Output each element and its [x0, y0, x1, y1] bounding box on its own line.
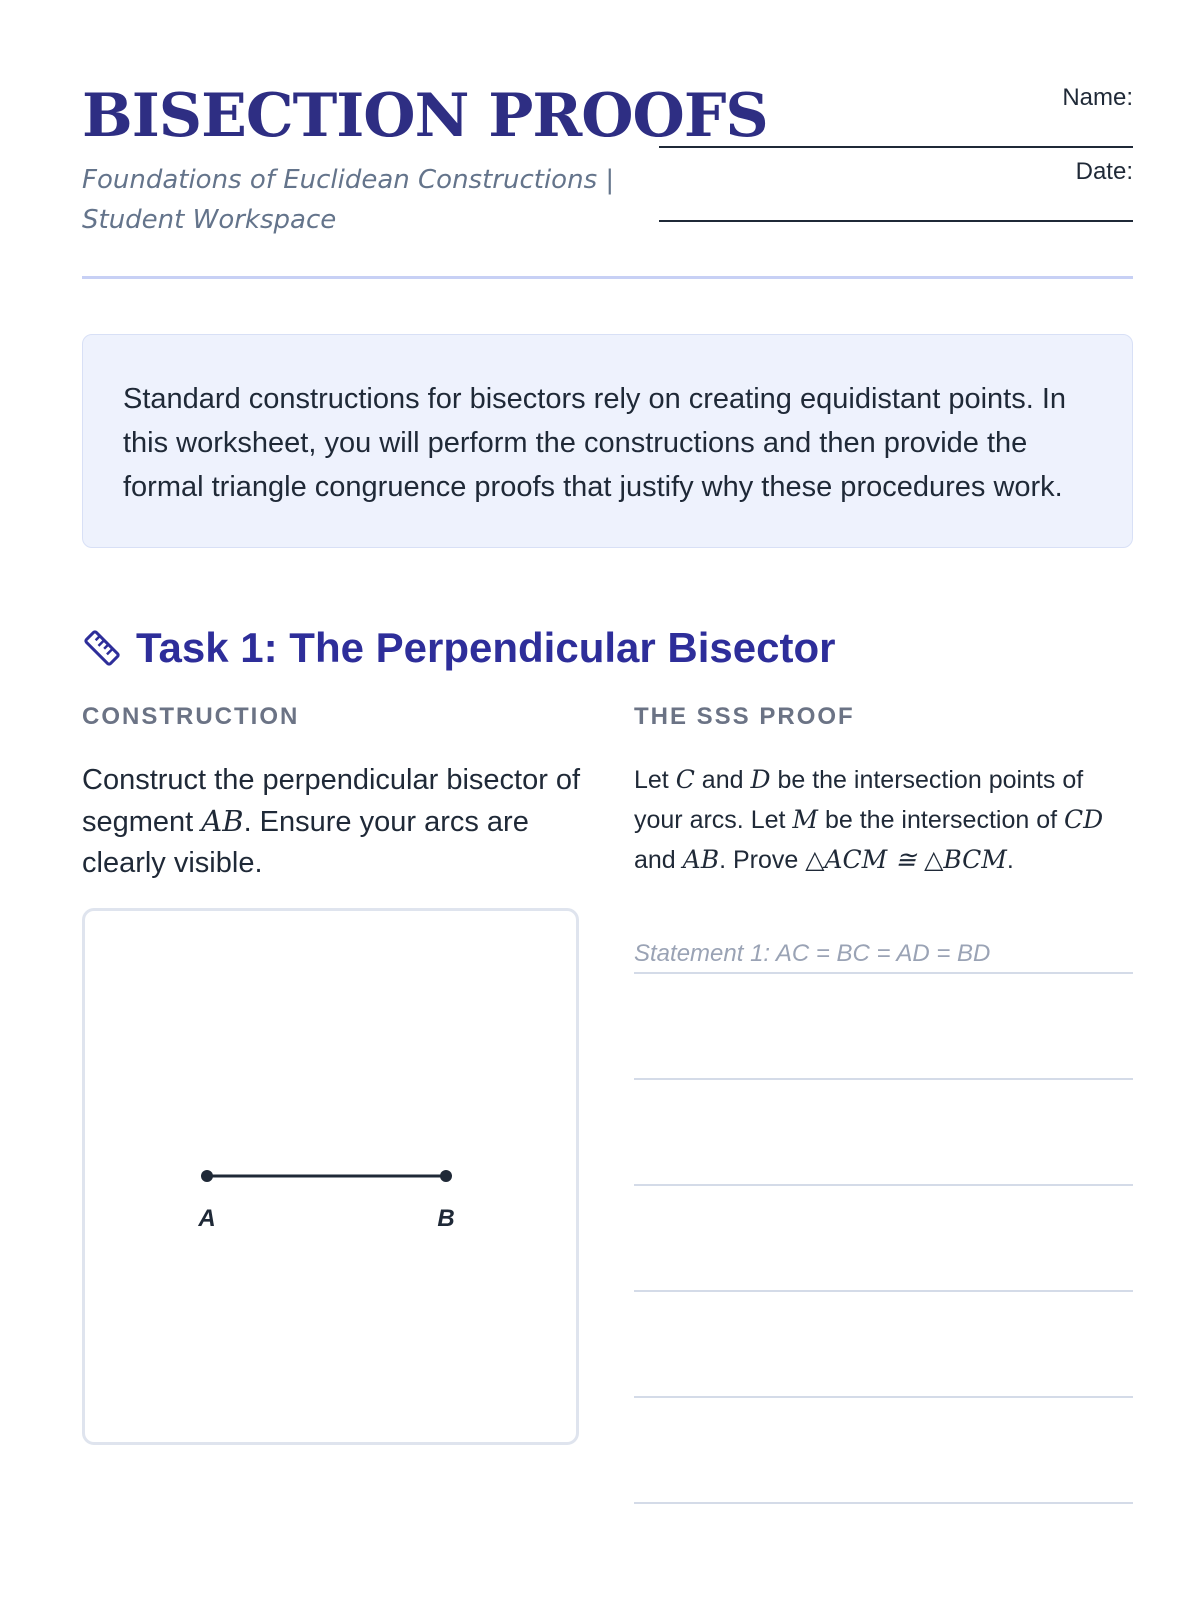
point-b — [440, 1170, 452, 1182]
ruler-icon — [82, 628, 122, 668]
page-subtitle: Foundations of Euclidean Constructions | Student Workspace — [82, 165, 615, 235]
proof-line-5[interactable] — [634, 1360, 1133, 1398]
point-b-label: B — [437, 1205, 455, 1232]
point-a — [201, 1170, 213, 1182]
proof-line-2[interactable] — [634, 1042, 1133, 1080]
task-1-title: Task 1: The Perpendicular Bisector — [136, 624, 836, 671]
proof-instructions: Let C and D be the intersection points of your arcs. Let M be the intersection of CD and AB. Prove △ACM ≅ △BCM. — [634, 765, 1104, 874]
header-divider — [82, 276, 1133, 279]
segment-ab-math: AB — [201, 804, 244, 838]
name-field[interactable] — [659, 86, 1133, 148]
construction-label: CONSTRUCTION — [82, 703, 300, 730]
task-1-heading — [82, 620, 835, 676]
header — [82, 78, 1133, 278]
proof-line-hint: Statement 1: AC = BC = AD = BD — [634, 940, 991, 967]
proof-label: THE SSS PROOF — [634, 703, 855, 730]
intro-text: Standard constructions for bisectors rely on creating equidistant points. In this worksheet, you will perform the constructions and then provide the formal triangle congruence proofs that justify why these procedures work. — [123, 383, 1067, 503]
proof-line-4[interactable] — [634, 1254, 1133, 1292]
page-title: BISECTION PROOFS — [82, 81, 768, 151]
segment-ab-diagram — [85, 911, 576, 1442]
point-a-label: A — [198, 1205, 216, 1232]
proof-line-3[interactable] — [634, 1148, 1133, 1186]
intro-box — [82, 334, 1133, 548]
worksheet-page — [82, 0, 1133, 1600]
name-blank-line[interactable] — [659, 118, 1133, 148]
proof-line-6[interactable] — [634, 1466, 1133, 1504]
date-blank-line[interactable] — [659, 192, 1133, 222]
date-label: Date: — [1075, 158, 1133, 185]
date-field[interactable] — [659, 160, 1133, 222]
construction-instructions: Construct the perpendicular bisector of segment AB. Ensure your arcs are clearly visible. — [82, 764, 581, 879]
construction-canvas[interactable] — [82, 908, 579, 1445]
proof-line-1[interactable] — [634, 936, 1133, 974]
name-label: Name: — [1062, 84, 1133, 111]
congruence-statement: △ACM ≅ △BCM — [805, 845, 1007, 874]
